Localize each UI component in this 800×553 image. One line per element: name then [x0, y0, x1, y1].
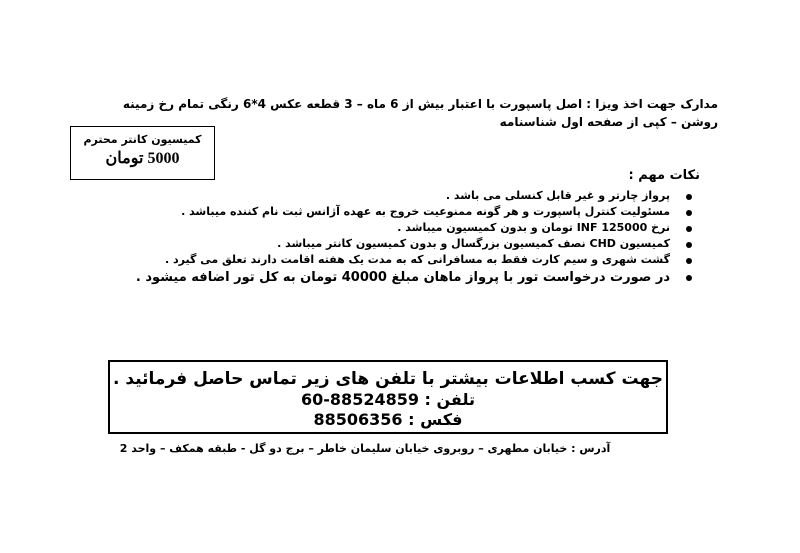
contact-heading: جهت کسب اطلاعات بیشتر با تلفن های زیر تماس حاصل فرمائید . [113, 369, 663, 389]
bullet-icon [686, 275, 692, 281]
note-item [132, 268, 692, 287]
note-item [132, 236, 692, 252]
notes-title: نکات مهم : [628, 168, 700, 183]
commission-amount: 5000 تومان [105, 150, 180, 167]
note-item [132, 204, 692, 220]
bullet-icon [686, 226, 692, 232]
notes-list [132, 188, 692, 287]
note-text: کمیسیون CHD نصف کمیسیون بزرگسال و بدون کمیسیون کانتر میباشد . [277, 237, 670, 250]
address-text: آدرس : خیابان مطهری – روبروی خیابان سلیمان خاطر – برج دو گل - طبقه همکف – واحد 2 [119, 442, 611, 455]
note-item [132, 220, 692, 236]
note-text: پرواز چارتر و غیر قابل کنسلی می باشد . [445, 189, 670, 202]
counter-commission-box [70, 126, 215, 180]
commission-label: کمیسیون کانتر محترم [83, 133, 202, 146]
bullet-icon [686, 194, 692, 200]
note-text: نرخ INF 125000 تومان و بدون کمیسیون میباشد . [397, 221, 670, 234]
note-text: مسئولیت کنترل پاسپورت و هر گونه ممنوعیت خروج به عهده آژانس ثبت نام کننده میباشد . [181, 205, 670, 218]
bullet-icon [686, 242, 692, 248]
contact-box [108, 360, 668, 434]
phone-number: تلفن : 88524859-60 [301, 390, 475, 409]
note-text: گشت شهری و سیم کارت فقط به مسافرانی که به مدت یک هفته اقامت دارند تعلق می گیرد . [165, 253, 670, 266]
fax-number: فکس : 88506356 [313, 410, 463, 429]
bullet-icon [686, 258, 692, 264]
note-text: در صورت درخواست تور با پرواز ماهان مبلغ 40000 تومان به کل تور اضافه میشود . [135, 270, 670, 285]
bullet-icon [686, 210, 692, 216]
visa-documents-text: مدارک جهت اخذ ویزا : اصل پاسپورت با اعتبار بیش از 6 ماه – 3 قطعه عکس 4*6 رنگی تمام رخ زمینه روشن – کپی از صفحه اول شناسنامه [122, 97, 718, 129]
note-item [132, 252, 692, 268]
note-item [132, 188, 692, 204]
